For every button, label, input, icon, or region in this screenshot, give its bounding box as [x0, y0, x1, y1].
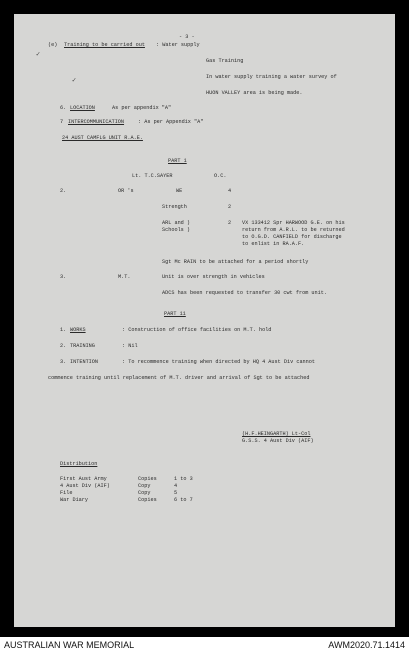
mt-num: 3. [60, 274, 67, 280]
intercom-value: : As per Appendix "A" [138, 119, 204, 125]
distribution-number: 1 to 3 [174, 476, 193, 482]
document-page [14, 14, 395, 627]
gas-training: Gas Training [206, 58, 244, 64]
vx-line-4: to enlist in RA.A.F. [242, 241, 305, 247]
works-label: WORKS [70, 327, 86, 333]
location-label: LOCATION [70, 105, 95, 111]
strength-label: Strength [162, 204, 187, 210]
training-head-value: : Water supply [156, 42, 200, 48]
vx-line-2: return from A.R.L. to be returned [242, 227, 345, 233]
training-value: : Nil [122, 343, 138, 349]
distribution-recipient: 4 Aust Div (AIF) [60, 483, 110, 489]
we-label: WE [176, 188, 183, 194]
footer-reference: AWM2020.71.1414 [328, 640, 405, 650]
signature-role: G.S.S. 4 Aust Div (AIF) [242, 438, 314, 444]
training-head-num: (e) [48, 42, 58, 48]
distribution-number: 6 to 7 [174, 497, 193, 503]
adcs-line: ADCS has been requested to transfer 30 cwt from unit. [162, 290, 327, 296]
distribution-recipient: File [60, 490, 73, 496]
arl-line-1: ARL and ) [162, 220, 191, 226]
or-num: 2. [60, 188, 67, 194]
sgt-note: Sgt Mc RAIN to be attached for a period shortly [162, 259, 309, 265]
distribution-kind: Copy [138, 490, 151, 496]
training-label: TRAINING [70, 343, 95, 349]
works-num: 1. [60, 327, 67, 333]
we-value: 4 [228, 188, 232, 194]
page-number: - 3 - [179, 34, 195, 40]
distribution-kind: Copies [138, 497, 157, 503]
mt-value: Unit is over strength in vehicles [162, 274, 265, 280]
location-num: 6. [60, 105, 67, 111]
distribution-number: 4 [174, 483, 178, 489]
works-value: : Construction of office facilities on M.T. hold [122, 327, 272, 333]
officer-role: O.C. [214, 173, 227, 179]
water-survey-1: In water supply training a water survey of [206, 74, 337, 80]
strength-value: 2 [228, 204, 232, 210]
pencil-mark: ✓ [36, 50, 41, 58]
intention-label: INTENTION [70, 359, 99, 365]
vx-line-3: to O.G.D. CANFIELD for discharge [242, 234, 342, 240]
arl-value: 2 [228, 220, 232, 226]
footer-institution: AUSTRALIAN WAR MEMORIAL [4, 640, 135, 650]
distribution-recipient: War Diary [60, 497, 89, 503]
distribution-kind: Copies [138, 476, 157, 482]
water-survey-2: HUON VALLEY area is being made. [206, 90, 303, 96]
pencil-mark: ✓ [72, 76, 77, 84]
training-head-label: Training to be carried out [64, 42, 145, 48]
distribution-kind: Copy [138, 483, 151, 489]
distribution-heading: Distribution [60, 461, 98, 467]
training-num: 2. [60, 343, 67, 349]
intercom-label: INTERCOMMUNICATION [68, 119, 125, 125]
or-label: OR 's [118, 188, 134, 194]
distribution-number: 5 [174, 490, 178, 496]
distribution-recipient: First Aust Army [60, 476, 107, 482]
unit-title: 24 AUST CAMFLG UNIT R.A.E. [62, 135, 143, 141]
vx-line-1: VX 133412 Spr HARWOOD G.E. on his [242, 220, 345, 226]
intention-continued: commence training until replacement of M.T. driver and arrival of Sgt to be attached [48, 375, 310, 381]
mt-label: M.T. [118, 274, 131, 280]
footer-bar [0, 637, 409, 653]
signature-name: (H.F.HEINGARTH) Lt-Col [242, 431, 311, 437]
intercom-num: 7 [60, 119, 64, 125]
part-1-heading: PART 1 [168, 158, 187, 164]
intention-num: 3. [60, 359, 67, 365]
intention-value: : To recommence training when directed by HQ 4 Aust Div cannot [122, 359, 316, 365]
part-2-heading: PART 11 [164, 311, 186, 317]
location-value: As per appendix "A" [112, 105, 172, 111]
officer-name: Lt. T.C.SAYER [132, 173, 173, 179]
arl-line-2: Schools ) [162, 227, 191, 233]
